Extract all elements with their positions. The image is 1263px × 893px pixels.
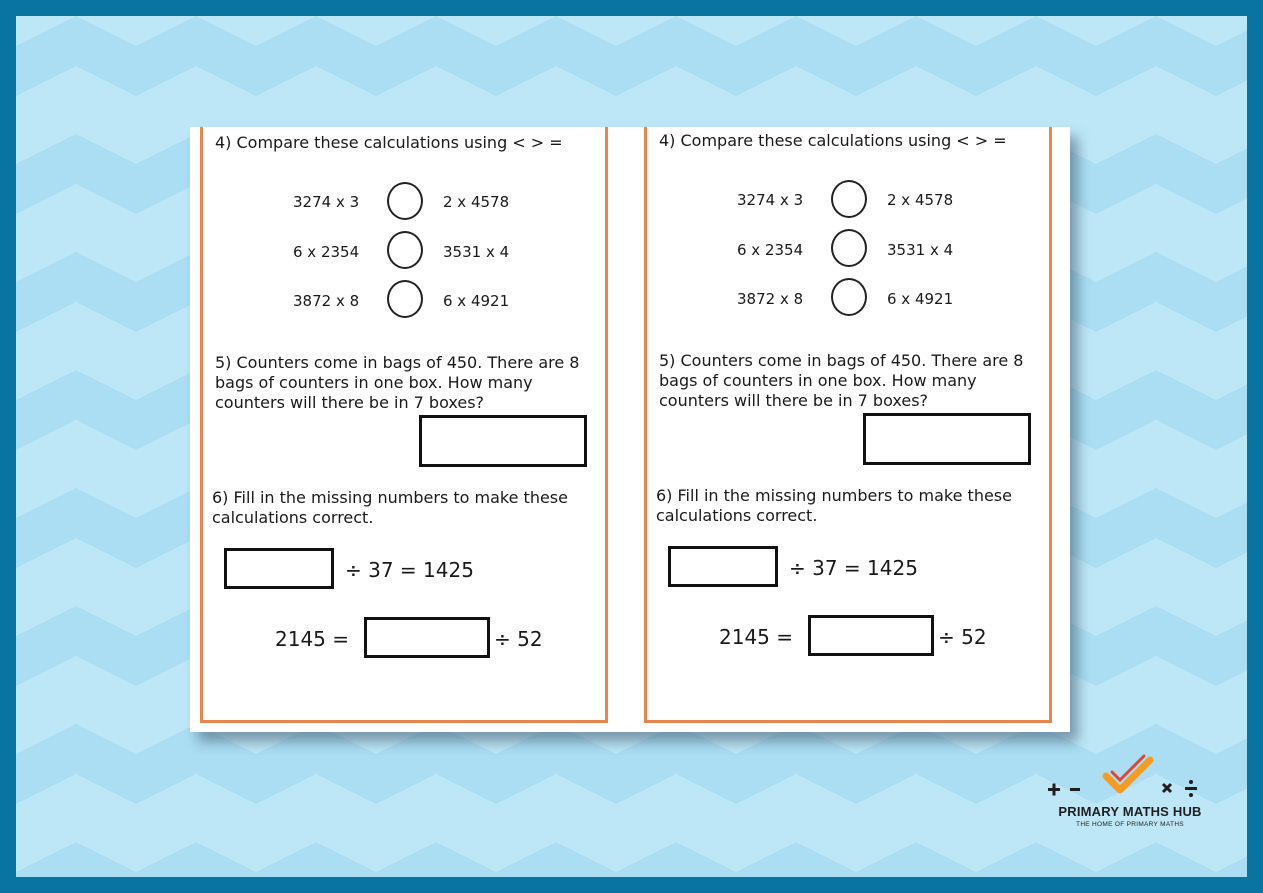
missing-number-box[interactable] xyxy=(224,548,334,589)
calc-right: 6 x 4921 xyxy=(443,292,510,310)
calc-right: 6 x 4921 xyxy=(887,290,954,308)
calc-left: 6 x 2354 xyxy=(293,243,360,261)
question-5-text: 5) Counters come in bags of 450. There are 8 bags of counters in one box. How many counters will there be in 7 boxes? xyxy=(215,353,580,412)
worksheet-panel-left xyxy=(200,127,608,723)
question-5-text: 5) Counters come in bags of 450. There are 8 bags of counters in one box. How many counters will there be in 7 boxes? xyxy=(659,351,1024,410)
compare-circle[interactable] xyxy=(831,229,867,267)
question-4-title: 4) Compare these calculations using < > = xyxy=(659,131,1007,150)
equation-1-rest: ÷ 37 = 1425 xyxy=(789,556,918,580)
missing-number-box[interactable] xyxy=(668,546,778,587)
calc-left: 6 x 2354 xyxy=(737,241,804,259)
compare-circle[interactable] xyxy=(831,180,867,218)
primary-maths-hub-logo xyxy=(1040,752,1220,832)
maths-symbols-checkmark-icon xyxy=(1040,752,1220,802)
equation-2-right: ÷ 52 xyxy=(938,625,987,649)
calc-left: 3274 x 3 xyxy=(737,191,804,209)
logo-tagline: THE HOME OF PRIMARY MATHS xyxy=(1076,821,1184,828)
logo-name: PRIMARY MATHS HUB xyxy=(1058,804,1202,819)
equation-2-left: 2145 = xyxy=(275,627,350,651)
compare-circle[interactable] xyxy=(387,280,423,318)
calc-left: 3872 x 8 xyxy=(293,292,360,310)
calc-left: 3872 x 8 xyxy=(737,290,804,308)
question-4-title: 4) Compare these calculations using < > = xyxy=(215,133,563,152)
question-6-text: 6) Fill in the missing numbers to make these calculations correct. xyxy=(212,488,568,527)
worksheet-sheet xyxy=(190,127,1070,732)
compare-circle[interactable] xyxy=(387,182,423,220)
calc-right: 3531 x 4 xyxy=(443,243,510,261)
equation-2-left: 2145 = xyxy=(719,625,794,649)
question-6-text: 6) Fill in the missing numbers to make these calculations correct. xyxy=(656,486,1012,525)
compare-circle[interactable] xyxy=(387,231,423,269)
missing-number-box[interactable] xyxy=(364,617,490,658)
answer-box[interactable] xyxy=(863,413,1031,465)
equation-2-right: ÷ 52 xyxy=(494,627,543,651)
calc-left: 3274 x 3 xyxy=(293,193,360,211)
compare-circle[interactable] xyxy=(831,278,867,316)
equation-1-rest: ÷ 37 = 1425 xyxy=(345,558,474,582)
calc-right: 3531 x 4 xyxy=(887,241,954,259)
worksheet-panel-right xyxy=(644,127,1052,723)
calc-right: 2 x 4578 xyxy=(887,191,954,209)
missing-number-box[interactable] xyxy=(808,615,934,656)
answer-box[interactable] xyxy=(419,415,587,467)
calc-right: 2 x 4578 xyxy=(443,193,510,211)
